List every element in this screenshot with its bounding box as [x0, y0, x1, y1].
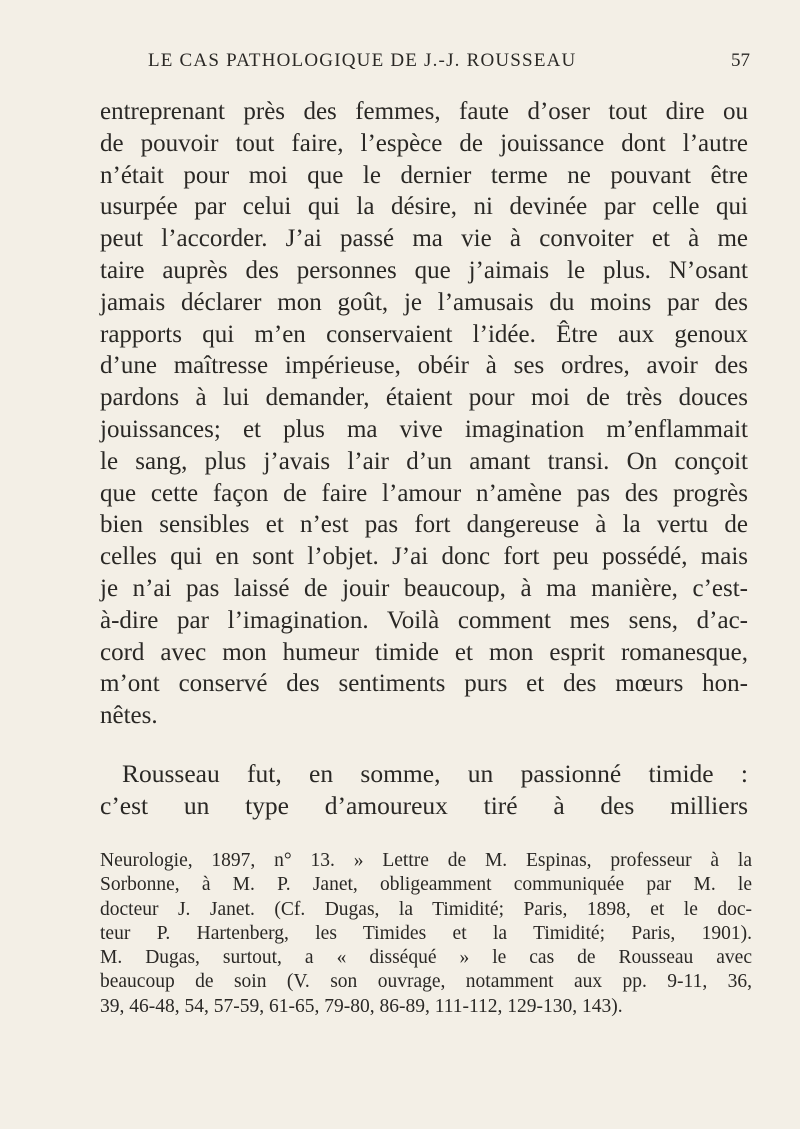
- text-line: à-dire par l’imagination. Voilà comment mes sens, d’ac-: [100, 606, 748, 634]
- footnote-line: Neurologie, 1897, n° 13. » Lettre de M. Espinas, professeur à la: [100, 850, 752, 871]
- text-line: Rousseau fut, en somme, un passionné timide :: [122, 759, 748, 788]
- footnote-line: docteur J. Janet. (Cf. Dugas, la Timidité; Paris, 1898, et le doc-: [100, 898, 752, 920]
- text-line: usurpée par celui qui la désire, ni devinée par celle qui: [100, 193, 748, 221]
- text-line: pardons à lui demander, étaient pour moi de très douces: [100, 384, 748, 412]
- text-line: le sang, plus j’avais l’air d’un amant transi. On conçoit: [100, 447, 748, 475]
- text-line: taire auprès des personnes que j’aimais le plus. N’osant: [100, 256, 748, 284]
- footnote-line: teur P. Hartenberg, les Timides et la Timidité; Paris, 1901).: [100, 922, 752, 944]
- footnote-line: M. Dugas, surtout, a « disséqué » le cas de Rousseau avec: [100, 947, 752, 969]
- text-line: rapports qui m’en conservaient l’idée. Être aux genoux: [100, 320, 748, 348]
- text-line: cord avec mon humeur timide et mon esprit romanesque,: [100, 638, 748, 666]
- main-paragraph: [100, 96, 748, 732]
- text-line: d’une maîtresse impérieuse, obéir à ses ordres, avoir des: [100, 352, 748, 380]
- text-line: c’est un type d’amoureux tiré à des milliers: [100, 791, 748, 820]
- second-paragraph: [100, 758, 748, 822]
- text-line: entreprenant près des femmes, faute d’oser tout dire ou: [100, 98, 748, 125]
- text-line: celles qui en sont l’objet. J’ai donc fort peu possédé, mais: [100, 543, 748, 571]
- text-line: je n’ai pas laissé de jouir beaucoup, à ma manière, c’est-: [100, 574, 748, 602]
- running-header: [148, 50, 750, 84]
- text-line: peut l’accorder. J’ai passé ma vie à convoiter et à me: [100, 225, 748, 253]
- footnote: [100, 849, 752, 1019]
- text-line: de pouvoir tout faire, l’espèce de jouissance dont l’autre: [100, 129, 748, 157]
- text-line: m’ont conservé des sentiments purs et des mœurs hon-: [100, 670, 748, 698]
- footnote-line: Sorbonne, à M. P. Janet, obligeamment communiquée par M. le: [100, 874, 752, 896]
- text-line: n’était pour moi que le dernier terme ne pouvant être: [100, 161, 748, 189]
- footnote-line: beaucoup de soin (V. son ouvrage, notamment aux pp. 9-11, 36,: [100, 971, 752, 993]
- page-number: 57: [731, 50, 750, 71]
- running-title: LE CAS PATHOLOGIQUE DE J.-J. ROUSSEAU: [148, 50, 577, 71]
- text-line: jamais déclarer mon goût, je l’amusais du moins par des: [100, 288, 748, 316]
- text-line: nêtes.: [100, 702, 158, 730]
- text-line: jouissances; et plus ma vive imagination m’enflammait: [100, 415, 748, 443]
- footnote-line: 39, 46-48, 54, 57-59, 61-65, 79-80, 86-89, 111-112, 129-130, 143).: [100, 995, 623, 1017]
- text-line: bien sensibles et n’est pas fort dangereuse à la vertu de: [100, 511, 748, 539]
- text-line: que cette façon de faire l’amour n’amène pas des progrès: [100, 479, 748, 507]
